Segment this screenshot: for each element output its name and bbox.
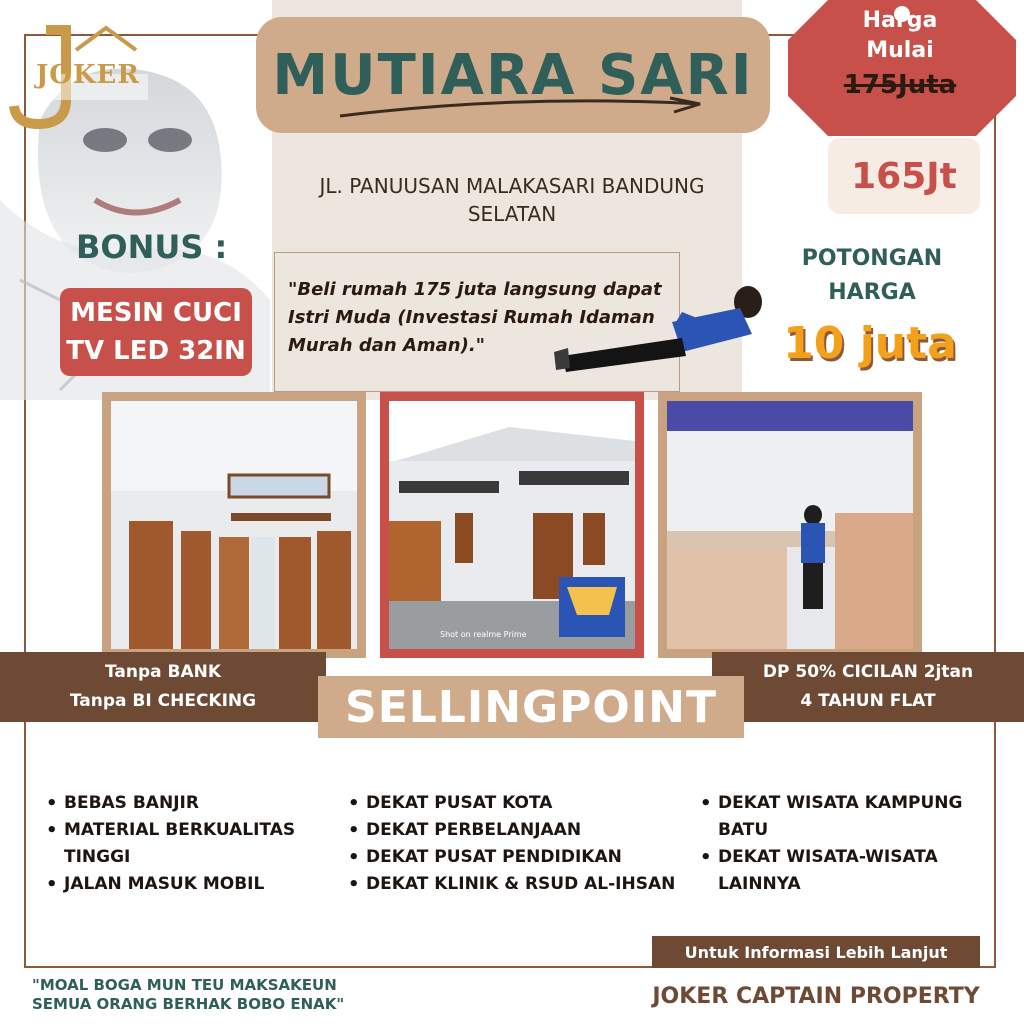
feature-item: • DEKAT PUSAT KOTA [346, 790, 706, 817]
bonus-item: MESIN CUCI [70, 298, 242, 328]
payment-terms-left: Tanpa BANK Tanpa BI CHECKING [0, 652, 326, 722]
feature-item: • JALAN MASUK MOBIL [44, 871, 334, 898]
quote-text: "Beli rumah 175 juta langsung dapat Istri Muda (Investasi Rumah Idaman Murah dan Aman)." [288, 279, 662, 356]
kitchen-photo [658, 392, 922, 658]
payment-terms-right: DP 50% CICILAN 2jtan 4 TAHUN FLAT [712, 652, 1024, 722]
bonus-box [60, 288, 252, 376]
feature-item: • DEKAT KLINIK & RSUD AL-IHSAN [346, 871, 706, 898]
page-title: MUTIARA SARI [272, 42, 754, 108]
info-button[interactable]: Untuk Informasi Lebih Lanjut [652, 936, 980, 968]
features-column-3 [698, 790, 988, 898]
feature-item: • DEKAT PERBELANJAAN [346, 817, 706, 844]
exterior-photo [380, 392, 644, 658]
photo-caption: Shot on realme Prime [440, 630, 527, 639]
feature-item: • DEKAT WISATA-WISATA LAINNYA [698, 844, 988, 898]
discount-label: POTONGAN HARGA [801, 246, 943, 305]
reclining-man-photo [552, 282, 772, 382]
feature-item: • MATERIAL BERKUALITAS TINGGI [44, 817, 334, 871]
price-label: Harga Mulai [862, 8, 938, 63]
feature-item: • DEKAT WISATA KAMPUNG BATU [698, 790, 988, 844]
title-swash [330, 86, 710, 126]
logo-text: JOKER [36, 60, 140, 90]
features-column-2 [346, 790, 706, 898]
features-column-1 [44, 790, 334, 898]
price-new: 165Jt [828, 138, 980, 214]
bonus-heading: BONUS : [76, 228, 228, 266]
sellingpoint-title: SELLINGPOINT [345, 681, 717, 733]
interior-photo [102, 392, 366, 658]
bonus-item: TV LED 32IN [66, 336, 246, 366]
feature-item: • BEBAS BANJIR [44, 790, 334, 817]
discount-amount: 10 juta [783, 318, 957, 369]
address: JL. PANUUSAN MALAKASARI BANDUNG SELATAN [319, 174, 705, 226]
footer-quote: "MOAL BOGA MUN TEU MAKSAKEUN SEMUA ORANG BERHAK BOBO ENAK" [32, 976, 345, 1013]
sellingpoint-banner [318, 676, 744, 738]
price-old: 175Juta [843, 70, 957, 100]
footer-brand: JOKER CAPTAIN PROPERTY [652, 984, 980, 1009]
feature-item: • DEKAT PUSAT PENDIDIKAN [346, 844, 706, 871]
